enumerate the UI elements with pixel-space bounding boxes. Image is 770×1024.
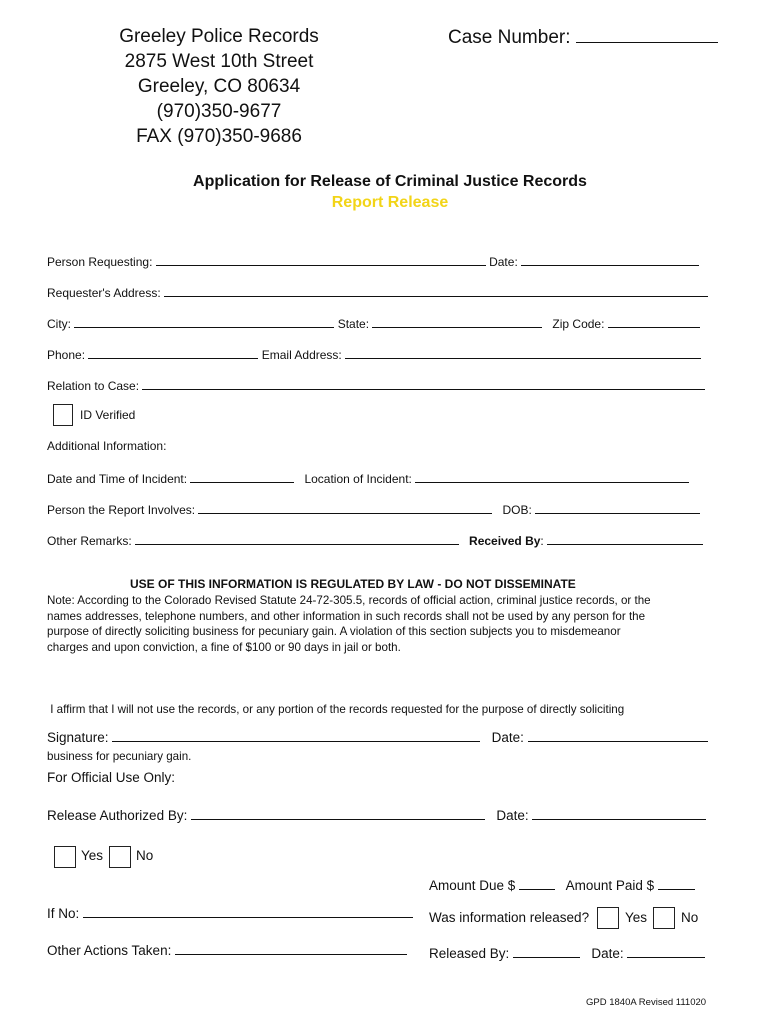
released-yes-label: Yes: [625, 910, 648, 925]
notice-line: charges and upon conviction, a fine of $100 or 90 days in jail or both.: [47, 640, 401, 654]
released-by-label: Released By:: [429, 946, 510, 961]
released-by-line[interactable]: [513, 945, 580, 958]
zip-label: Zip Code:: [552, 317, 605, 331]
if-no-label: If No:: [47, 906, 80, 921]
released-no-checkbox[interactable]: [653, 907, 675, 929]
requester-address-field[interactable]: [47, 284, 708, 300]
phone-email-row[interactable]: [47, 346, 701, 362]
case-number-line[interactable]: [576, 24, 718, 43]
person-involved-line[interactable]: [198, 501, 492, 514]
received-by-line[interactable]: [547, 532, 703, 545]
person-involved-row[interactable]: [47, 501, 700, 517]
person-requesting-field[interactable]: [47, 253, 699, 269]
additional-info-label: Additional Information:: [47, 439, 167, 453]
person-requesting-line[interactable]: [156, 253, 486, 266]
incident-location-line[interactable]: [415, 470, 689, 483]
notice-text: [47, 593, 651, 655]
agency-address-block: [110, 24, 328, 149]
signature-date-label: Date:: [491, 730, 524, 745]
id-verified-label: ID Verified: [80, 408, 136, 422]
case-number-label: Case Number:: [448, 27, 571, 48]
affirmation-text: [47, 671, 624, 780]
affirmation-line: business for pecuniary gain.: [47, 749, 192, 763]
notice-line: Note: According to the Colorado Revised Statute 24-72-305.5, records of official action, criminal justice records, or the: [47, 594, 651, 607]
email-label: Email Address:: [261, 348, 342, 362]
released-date-line[interactable]: [627, 945, 705, 958]
id-verified-checkbox[interactable]: [53, 404, 73, 426]
form-number: GPD 1840A Revised 111020: [586, 997, 707, 1008]
city-line[interactable]: [74, 315, 334, 328]
authorized-date-label: Date:: [496, 808, 529, 823]
other-actions-line[interactable]: [175, 942, 407, 955]
no-label: No: [136, 848, 154, 863]
notice-heading: USE OF THIS INFORMATION IS REGULATED BY LAW - DO NOT DISSEMINATE: [130, 577, 576, 591]
requester-address-label: Requester's Address:: [47, 286, 161, 300]
amount-paid-line[interactable]: [658, 877, 695, 890]
other-actions-label: Other Actions Taken:: [47, 943, 172, 958]
signature-row[interactable]: [47, 729, 708, 745]
request-date-label: Date:: [489, 255, 518, 269]
city-state-zip-row[interactable]: [47, 315, 700, 331]
incident-datetime-line[interactable]: [190, 470, 294, 483]
requester-address-line[interactable]: [164, 284, 708, 297]
released-yes-checkbox[interactable]: [597, 907, 619, 929]
email-line[interactable]: [345, 346, 701, 359]
state-line[interactable]: [372, 315, 542, 328]
city-label: City:: [47, 317, 71, 331]
affirmation-line: I affirm that I will not use the records, or any portion of the records requested for the purpose of directly soliciting: [47, 703, 625, 717]
signature-date-line[interactable]: [528, 729, 708, 742]
form-subtitle: Report Release: [331, 194, 449, 211]
if-no-row[interactable]: [47, 905, 413, 921]
phone-line[interactable]: [88, 346, 258, 359]
form-title: Application for Release of Criminal Justice Records: [193, 173, 587, 190]
agency-name: Greeley Police Records: [119, 26, 319, 47]
amount-paid-label: Amount Paid $: [565, 878, 655, 893]
authorized-by-line[interactable]: [191, 807, 485, 820]
phone-label: Phone:: [47, 348, 86, 362]
person-requesting-label: Person Requesting:: [47, 255, 153, 269]
agency-fax: FAX (970)350-9686: [136, 126, 302, 147]
notice-line: purpose of directly soliciting business for pecuniary gain. A violation of this section subjects you to misdemeanor: [47, 625, 621, 639]
signature-label: Signature:: [47, 730, 109, 745]
authorized-by-label: Release Authorized By:: [47, 808, 188, 823]
amount-due-label: Amount Due $: [429, 878, 516, 893]
incident-row[interactable]: [47, 470, 689, 486]
no-checkbox[interactable]: [109, 846, 131, 868]
yes-label: Yes: [81, 848, 104, 863]
received-by-label: Received By: [469, 534, 541, 548]
relation-line[interactable]: [142, 377, 705, 390]
official-use-heading: For Official Use Only:: [47, 770, 176, 785]
incident-datetime-label: Date and Time of Incident:: [47, 472, 188, 486]
if-no-line[interactable]: [83, 905, 413, 918]
request-date-line[interactable]: [521, 253, 699, 266]
relation-field[interactable]: [47, 377, 705, 393]
dob-line[interactable]: [535, 501, 700, 514]
notice-line: names addresses, telephone numbers, and other information in such records shall not be used by any person for the: [47, 609, 646, 623]
agency-street: 2875 West 10th Street: [124, 51, 314, 72]
yes-checkbox[interactable]: [54, 846, 76, 868]
authorized-by-row[interactable]: [47, 807, 706, 823]
amount-row[interactable]: [429, 877, 695, 893]
authorized-date-line[interactable]: [532, 807, 706, 820]
other-remarks-line[interactable]: [135, 532, 459, 545]
released-by-row[interactable]: [429, 945, 705, 961]
released-date-label: Date:: [591, 946, 624, 961]
other-remarks-label: Other Remarks:: [47, 534, 132, 548]
remarks-row[interactable]: [47, 532, 703, 548]
signature-line[interactable]: [112, 729, 480, 742]
released-no-label: No: [681, 910, 699, 925]
case-number-field[interactable]: [448, 24, 718, 50]
incident-location-label: Location of Incident:: [304, 472, 412, 486]
amount-due-line[interactable]: [519, 877, 555, 890]
agency-city: Greeley, CO 80634: [137, 76, 301, 97]
state-label: State:: [337, 317, 370, 331]
zip-line[interactable]: [608, 315, 700, 328]
agency-phone: (970)350-9677: [156, 101, 282, 122]
relation-label: Relation to Case:: [47, 379, 140, 393]
other-actions-row[interactable]: [47, 942, 407, 958]
was-released-label: Was information released?: [429, 910, 590, 925]
person-involved-label: Person the Report Involves:: [47, 503, 196, 517]
dob-label: DOB:: [502, 503, 532, 517]
received-by-colon: :: [540, 534, 544, 548]
